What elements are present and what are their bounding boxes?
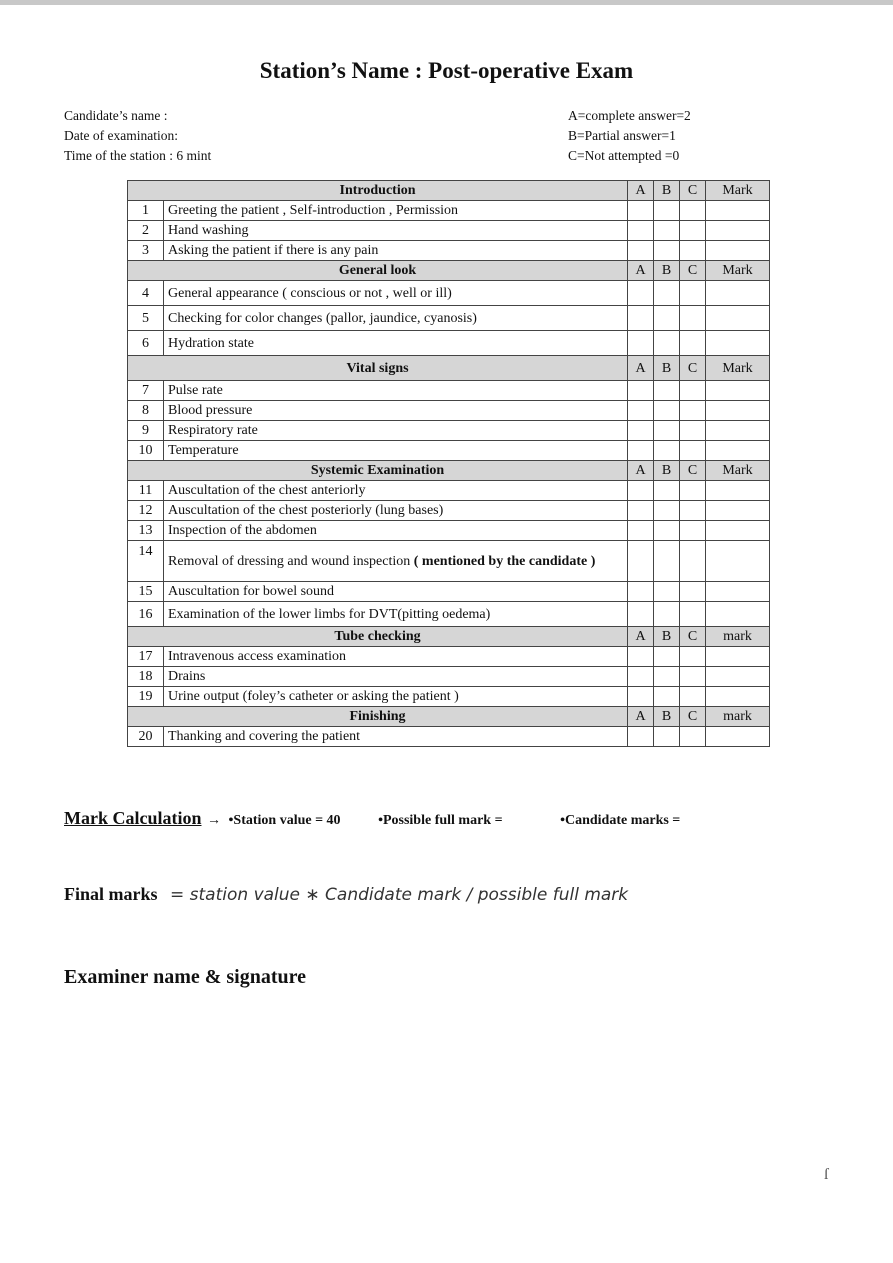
candidate-marks: •Candidate marks = bbox=[560, 813, 681, 828]
section-header-vital-signs bbox=[128, 356, 770, 381]
col-b: B bbox=[654, 356, 680, 381]
mark-cell[interactable] bbox=[706, 602, 770, 627]
score-b-cell[interactable] bbox=[654, 541, 680, 582]
item-number: 9 bbox=[128, 421, 164, 441]
item-text: Thanking and covering the patient bbox=[164, 727, 628, 747]
col-c: C bbox=[680, 356, 706, 381]
scale-c: C=Not attempted =0 bbox=[568, 148, 680, 163]
table-row bbox=[128, 667, 770, 687]
table-row bbox=[128, 401, 770, 421]
col-b: B bbox=[654, 261, 680, 281]
mark-cell[interactable] bbox=[706, 331, 770, 356]
col-mark: Mark bbox=[706, 181, 770, 201]
item-text: Asking the patient if there is any pain bbox=[164, 241, 628, 261]
score-c-cell[interactable] bbox=[680, 331, 706, 356]
final-marks bbox=[64, 884, 628, 905]
score-c-cell[interactable] bbox=[680, 541, 706, 582]
station-time-label: Time of the station : 6 mint bbox=[64, 148, 212, 163]
col-mark: Mark bbox=[706, 461, 770, 481]
item-number: 6 bbox=[128, 331, 164, 356]
item-number: 20 bbox=[128, 727, 164, 747]
score-c-cell[interactable] bbox=[680, 481, 706, 501]
score-b-cell[interactable] bbox=[654, 667, 680, 687]
score-b-cell[interactable] bbox=[654, 421, 680, 441]
item-number: 12 bbox=[128, 501, 164, 521]
score-b-cell[interactable] bbox=[654, 647, 680, 667]
arrow-right-icon: → bbox=[207, 813, 221, 828]
scale-b: B=Partial answer=1 bbox=[568, 128, 676, 143]
col-c: C bbox=[680, 181, 706, 201]
item-number: 19 bbox=[128, 687, 164, 707]
table-row bbox=[128, 541, 770, 582]
col-a: A bbox=[628, 707, 654, 727]
section-title: Introduction bbox=[128, 181, 628, 201]
item-text: Urine output (foley’s catheter or asking the patient ) bbox=[164, 687, 628, 707]
item-number: 2 bbox=[128, 221, 164, 241]
score-a-cell[interactable] bbox=[628, 221, 654, 241]
section-header-general-look bbox=[128, 261, 770, 281]
item-number: 7 bbox=[128, 381, 164, 401]
mark-cell[interactable] bbox=[706, 401, 770, 421]
score-a-cell[interactable] bbox=[628, 281, 654, 306]
score-c-cell[interactable] bbox=[680, 602, 706, 627]
item-text-main: Removal of dressing and wound inspection bbox=[168, 553, 414, 569]
mark-cell[interactable] bbox=[706, 421, 770, 441]
table-row bbox=[128, 331, 770, 356]
section-title: Systemic Examination bbox=[128, 461, 628, 481]
score-a-cell[interactable] bbox=[628, 727, 654, 747]
score-a-cell[interactable] bbox=[628, 541, 654, 582]
col-a: A bbox=[628, 181, 654, 201]
mark-cell[interactable] bbox=[706, 441, 770, 461]
mark-cell[interactable] bbox=[706, 281, 770, 306]
score-c-cell[interactable] bbox=[680, 241, 706, 261]
score-c-cell[interactable] bbox=[680, 727, 706, 747]
table-row bbox=[128, 201, 770, 221]
score-b-cell[interactable] bbox=[654, 481, 680, 501]
mark-calculation-label: Mark Calculation bbox=[64, 808, 202, 828]
table-row bbox=[128, 647, 770, 667]
item-text: Auscultation of the chest posteriorly (lung bases) bbox=[164, 501, 628, 521]
mark-cell[interactable] bbox=[706, 481, 770, 501]
col-mark: mark bbox=[706, 707, 770, 727]
item-text: General appearance ( conscious or not , well or ill) bbox=[164, 281, 628, 306]
col-b: B bbox=[654, 707, 680, 727]
score-a-cell[interactable] bbox=[628, 521, 654, 541]
examiner-signature-label: Examiner name & signature bbox=[64, 966, 307, 988]
item-text: Drains bbox=[164, 667, 628, 687]
table-row bbox=[128, 727, 770, 747]
score-b-cell[interactable] bbox=[654, 306, 680, 331]
item-text: Auscultation of the chest anteriorly bbox=[164, 481, 628, 501]
item-text: Pulse rate bbox=[164, 381, 628, 401]
station-value: •Station value = 40 bbox=[228, 813, 341, 828]
score-a-cell[interactable] bbox=[628, 441, 654, 461]
col-mark: Mark bbox=[706, 261, 770, 281]
col-a: A bbox=[628, 461, 654, 481]
col-mark: mark bbox=[706, 627, 770, 647]
mark-cell[interactable] bbox=[706, 667, 770, 687]
score-a-cell[interactable] bbox=[628, 241, 654, 261]
score-c-cell[interactable] bbox=[680, 421, 706, 441]
scale-a: A=complete answer=2 bbox=[568, 108, 691, 123]
item-text: Hand washing bbox=[164, 221, 628, 241]
score-a-cell[interactable] bbox=[628, 381, 654, 401]
mark-cell[interactable] bbox=[706, 541, 770, 582]
checklist-table bbox=[127, 180, 770, 747]
score-b-cell[interactable] bbox=[654, 331, 680, 356]
item-number: 5 bbox=[128, 306, 164, 331]
table-row bbox=[128, 501, 770, 521]
section-header-introduction bbox=[128, 181, 770, 201]
col-a: A bbox=[628, 261, 654, 281]
score-a-cell[interactable] bbox=[628, 401, 654, 421]
item-text: Auscultation for bowel sound bbox=[164, 582, 628, 602]
score-b-cell[interactable] bbox=[654, 582, 680, 602]
item-text bbox=[164, 541, 628, 582]
item-text: Inspection of the abdomen bbox=[164, 521, 628, 541]
item-number: 14 bbox=[128, 541, 164, 582]
item-number: 10 bbox=[128, 441, 164, 461]
item-text: Checking for color changes (pallor, jaundice, cyanosis) bbox=[164, 306, 628, 331]
col-b: B bbox=[654, 627, 680, 647]
mark-cell[interactable] bbox=[706, 241, 770, 261]
score-a-cell[interactable] bbox=[628, 421, 654, 441]
col-c: C bbox=[680, 461, 706, 481]
score-b-cell[interactable] bbox=[654, 281, 680, 306]
item-number: 1 bbox=[128, 201, 164, 221]
mark-cell[interactable] bbox=[706, 647, 770, 667]
col-b: B bbox=[654, 181, 680, 201]
table-row bbox=[128, 441, 770, 461]
item-number: 8 bbox=[128, 401, 164, 421]
score-c-cell[interactable] bbox=[680, 501, 706, 521]
score-b-cell[interactable] bbox=[654, 501, 680, 521]
table-row bbox=[128, 281, 770, 306]
mark-cell[interactable] bbox=[706, 687, 770, 707]
col-a: A bbox=[628, 356, 654, 381]
item-number: 18 bbox=[128, 667, 164, 687]
table-row bbox=[128, 381, 770, 401]
table-row bbox=[128, 221, 770, 241]
section-title: Finishing bbox=[128, 707, 628, 727]
col-mark: Mark bbox=[706, 356, 770, 381]
score-b-cell[interactable] bbox=[654, 381, 680, 401]
item-text-bold: ( mentioned by the candidate ) bbox=[413, 553, 596, 569]
score-c-cell[interactable] bbox=[680, 667, 706, 687]
item-number: 17 bbox=[128, 647, 164, 667]
final-marks-label: Final marks bbox=[64, 884, 158, 904]
score-a-cell[interactable] bbox=[628, 501, 654, 521]
candidate-info bbox=[64, 106, 211, 166]
item-text: Greeting the patient , Self-introduction , Permission bbox=[164, 201, 628, 221]
grading-scale bbox=[568, 106, 691, 166]
score-a-cell[interactable] bbox=[628, 331, 654, 356]
score-a-cell[interactable] bbox=[628, 687, 654, 707]
section-title: Vital signs bbox=[128, 356, 628, 381]
item-text: Blood pressure bbox=[164, 401, 628, 421]
score-b-cell[interactable] bbox=[654, 241, 680, 261]
section-header-tube-checking bbox=[128, 627, 770, 647]
mark-cell[interactable] bbox=[706, 381, 770, 401]
score-c-cell[interactable] bbox=[680, 381, 706, 401]
score-c-cell[interactable] bbox=[680, 647, 706, 667]
item-number: 11 bbox=[128, 481, 164, 501]
candidate-name-label: Candidate’s name : bbox=[64, 108, 168, 123]
score-b-cell[interactable] bbox=[654, 521, 680, 541]
mark-cell[interactable] bbox=[706, 582, 770, 602]
table-row bbox=[128, 421, 770, 441]
mark-cell[interactable] bbox=[706, 201, 770, 221]
table-row bbox=[128, 602, 770, 627]
item-text: Intravenous access examination bbox=[164, 647, 628, 667]
score-a-cell[interactable] bbox=[628, 201, 654, 221]
item-text: Hydration state bbox=[164, 331, 628, 356]
item-number: 16 bbox=[128, 602, 164, 627]
score-b-cell[interactable] bbox=[654, 401, 680, 421]
item-number: 13 bbox=[128, 521, 164, 541]
table-row bbox=[128, 306, 770, 331]
mark-cell[interactable] bbox=[706, 727, 770, 747]
mark-cell[interactable] bbox=[706, 501, 770, 521]
score-c-cell[interactable] bbox=[680, 201, 706, 221]
item-number: 4 bbox=[128, 281, 164, 306]
score-b-cell[interactable] bbox=[654, 201, 680, 221]
score-c-cell[interactable] bbox=[680, 582, 706, 602]
score-c-cell[interactable] bbox=[680, 306, 706, 331]
score-b-cell[interactable] bbox=[654, 441, 680, 461]
item-text: Examination of the lower limbs for DVT(pitting oedema) bbox=[164, 602, 628, 627]
page-mark: ſ bbox=[824, 1166, 829, 1183]
score-a-cell[interactable] bbox=[628, 582, 654, 602]
item-number: 15 bbox=[128, 582, 164, 602]
score-a-cell[interactable] bbox=[628, 481, 654, 501]
exam-date-label: Date of examination: bbox=[64, 128, 178, 143]
section-title: General look bbox=[128, 261, 628, 281]
score-c-cell[interactable] bbox=[680, 521, 706, 541]
item-number: 3 bbox=[128, 241, 164, 261]
section-header-systemic-examination bbox=[128, 461, 770, 481]
table-row bbox=[128, 582, 770, 602]
col-b: B bbox=[654, 461, 680, 481]
score-b-cell[interactable] bbox=[654, 687, 680, 707]
top-border bbox=[0, 0, 893, 5]
possible-full-mark: •Possible full mark = bbox=[378, 813, 503, 828]
score-c-cell[interactable] bbox=[680, 401, 706, 421]
score-b-cell[interactable] bbox=[654, 727, 680, 747]
section-header-finishing bbox=[128, 707, 770, 727]
col-a: A bbox=[628, 627, 654, 647]
score-b-cell[interactable] bbox=[654, 602, 680, 627]
score-c-cell[interactable] bbox=[680, 441, 706, 461]
score-a-cell[interactable] bbox=[628, 647, 654, 667]
score-c-cell[interactable] bbox=[680, 687, 706, 707]
item-text: Respiratory rate bbox=[164, 421, 628, 441]
final-marks-formula: = station value ∗ Candidate mark / possible full mark bbox=[170, 885, 629, 905]
item-text: Temperature bbox=[164, 441, 628, 461]
score-c-cell[interactable] bbox=[680, 281, 706, 306]
table-row bbox=[128, 521, 770, 541]
section-title: Tube checking bbox=[128, 627, 628, 647]
mark-calculation bbox=[64, 808, 864, 829]
table-row bbox=[128, 481, 770, 501]
score-c-cell[interactable] bbox=[680, 221, 706, 241]
score-a-cell[interactable] bbox=[628, 306, 654, 331]
table-row bbox=[128, 687, 770, 707]
col-c: C bbox=[680, 261, 706, 281]
col-c: C bbox=[680, 707, 706, 727]
mark-cell[interactable] bbox=[706, 221, 770, 241]
page-title: Station’s Name : Post-operative Exam bbox=[259, 58, 634, 83]
score-b-cell[interactable] bbox=[654, 221, 680, 241]
score-a-cell[interactable] bbox=[628, 602, 654, 627]
table-row bbox=[128, 241, 770, 261]
mark-cell[interactable] bbox=[706, 306, 770, 331]
col-c: C bbox=[680, 627, 706, 647]
score-a-cell[interactable] bbox=[628, 667, 654, 687]
mark-cell[interactable] bbox=[706, 521, 770, 541]
